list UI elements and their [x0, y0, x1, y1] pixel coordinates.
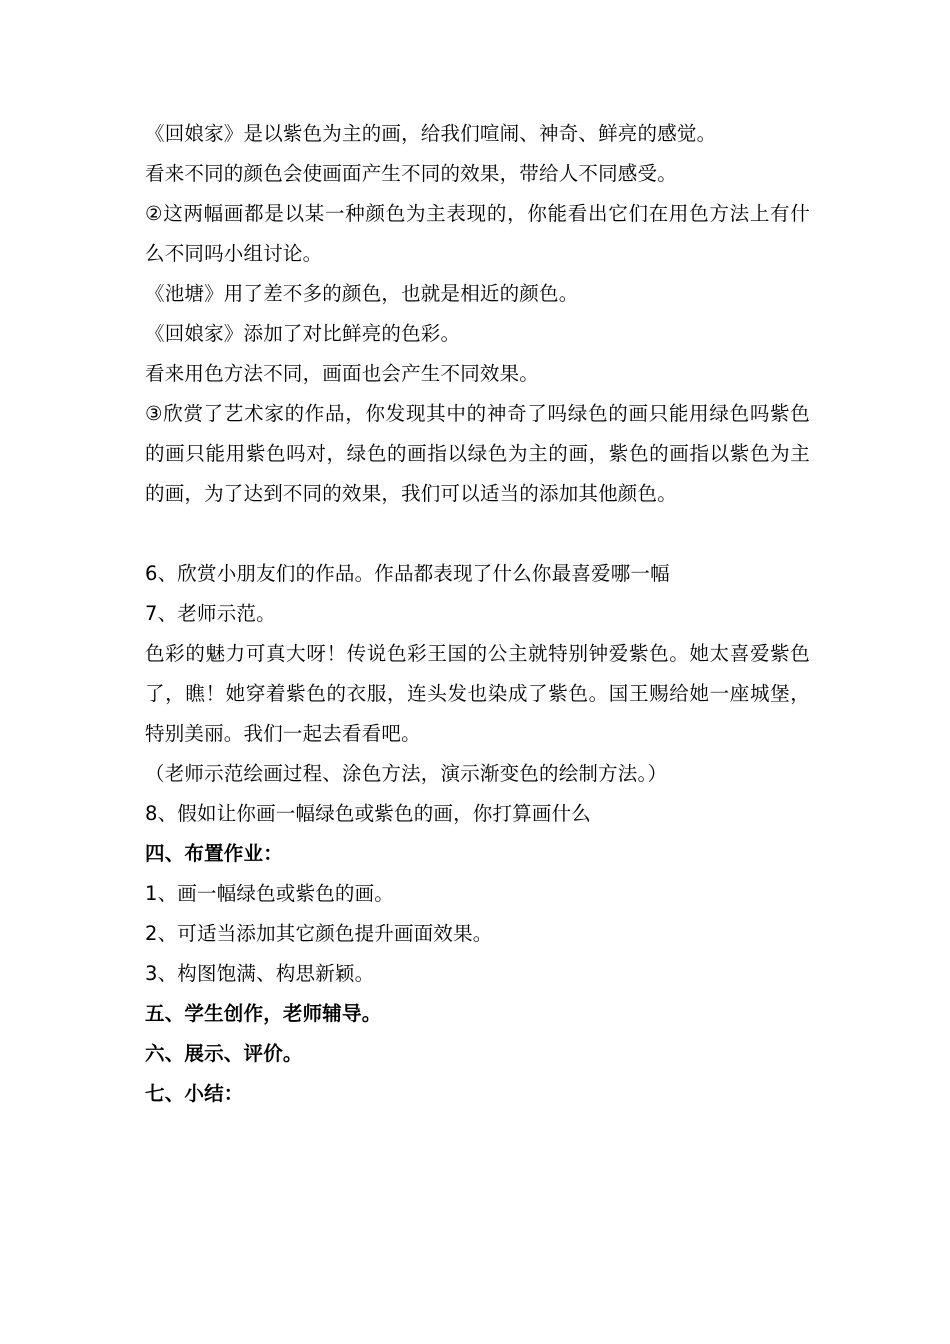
- section-heading: 四、布置作业：: [145, 842, 283, 865]
- paragraph-line: 6、欣赏小朋友们的作品。作品都表现了什么你最喜爱哪一幅: [145, 562, 670, 585]
- paragraph-line: （老师示范绘画过程、涂色方法，演示渐变色的绘制方法。）: [145, 762, 668, 785]
- list-item: 2、可适当添加其它颜色提升画面效果。: [145, 922, 493, 945]
- paragraph-line: 7、老师示范。: [145, 602, 276, 625]
- paragraph-line: 《池塘》用了差不多的颜色，也就是相近的颜色。: [145, 282, 579, 305]
- paragraph-line: 《回娘家》是以紫色为主的画，给我们喧闹、神奇、鲜亮的感觉。: [145, 122, 717, 145]
- paragraph-line: 看来用色方法不同，画面也会产生不同效果。: [145, 362, 540, 385]
- paragraph-line: 《回娘家》添加了对比鲜亮的色彩。: [145, 322, 461, 345]
- paragraph: 色彩的魅力可真大呀！传说色彩王国的公主就特别钟爱紫色。她太喜爱紫色了，瞧！她穿着紫色的衣服，连头发也染成了紫色。国王赐给她一座城堡，特别美丽。我们一起去看看吧。: [145, 642, 810, 745]
- list-item: 1、画一幅绿色或紫色的画。: [145, 882, 395, 905]
- document-page: [145, 114, 810, 1114]
- paragraph: ②这两幅画都是以某一种颜色为主表现的，你能看出它们在用色方法上有什么不同吗小组讨论。: [145, 202, 810, 265]
- paragraph: ③欣赏了艺术家的作品，你发现其中的神奇了吗绿色的画只能用绿色吗紫色的画只能用紫色吗对，绿色的画指以绿色为主的画，紫色的画指以紫色为主的画，为了达到不同的效果，我们可以适当的添加其他颜色。: [145, 402, 810, 505]
- paragraph-line: 看来不同的颜色会使画面产生不同的效果，带给人不同感受。: [145, 162, 677, 185]
- section-heading: 七、小结：: [145, 1082, 244, 1105]
- section-heading: 六、展示、评价。: [145, 1042, 303, 1065]
- list-item: 3、构图饱满、构思新颖。: [145, 962, 375, 985]
- paragraph-line: 8、假如让你画一幅绿色或紫色的画，你打算画什么: [145, 802, 592, 825]
- section-heading: 五、学生创作，老师辅导。: [145, 1002, 382, 1025]
